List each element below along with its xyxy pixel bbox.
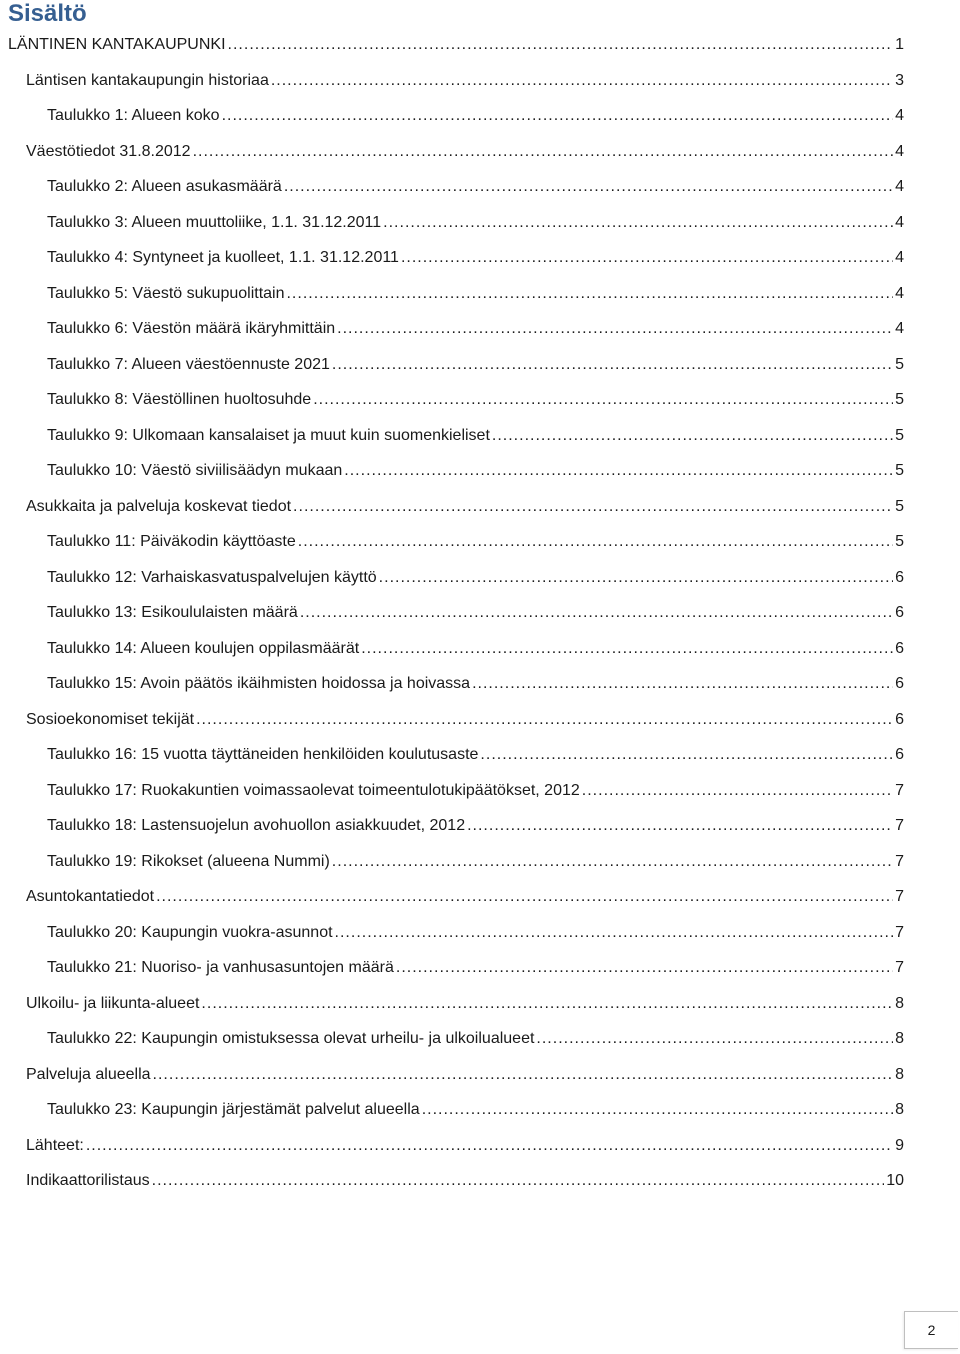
toc-entry-label: Taulukko 4: Syntyneet ja kuolleet, 1.1. 31.12.2011 (47, 249, 399, 266)
toc-entry-label: Taulukko 18: Lastensuojelun avohuollon asiakkuudet, 2012 (47, 817, 466, 834)
toc-entry-label: Taulukko 5: Väestö sukupuolittain (47, 285, 285, 302)
toc-entry-page: 8 (895, 1066, 904, 1083)
toc-entry-page: 7 (895, 888, 904, 905)
toc-entry[interactable] (26, 1170, 904, 1192)
toc-entry-label: Taulukko 3: Alueen muuttoliike, 1.1. 31.12.2011 (47, 214, 382, 231)
toc-dot-leader (156, 886, 893, 908)
toc-entry[interactable] (47, 1099, 904, 1121)
toc-dot-leader (300, 602, 893, 624)
toc-entry-page: 5 (895, 462, 904, 479)
toc-dot-leader (152, 1170, 885, 1192)
toc-entry[interactable] (47, 567, 904, 589)
toc-entry-page: 4 (895, 214, 904, 231)
toc-dot-leader (271, 70, 893, 92)
toc-entry-page: 6 (895, 569, 904, 586)
toc-dot-leader (396, 957, 893, 979)
toc-entry[interactable] (47, 247, 904, 269)
toc-entry[interactable] (47, 531, 904, 553)
toc-dot-leader (480, 744, 893, 766)
toc-entry-page: 8 (895, 1101, 904, 1118)
toc-dot-leader (379, 567, 893, 589)
toc-entry-page: 4 (895, 143, 904, 160)
toc-entry-page: 6 (895, 640, 904, 657)
toc-entry-label: Taulukko 15: Avoin päätös ikäihmisten hoidossa ja hoivassa (47, 675, 471, 692)
toc-entry-page: 5 (895, 533, 904, 550)
toc-entry[interactable] (26, 496, 904, 518)
toc-entry[interactable] (26, 70, 904, 92)
toc-entry-label: Väestötiedot 31.8.2012 (26, 143, 191, 160)
toc-entry[interactable] (26, 1135, 904, 1157)
toc-entry-label: Taulukko 8: Väestöllinen huoltosuhde (47, 391, 312, 408)
toc-dot-leader (582, 780, 893, 802)
toc-dot-leader (201, 993, 893, 1015)
toc-entry[interactable] (47, 425, 904, 447)
toc-dot-leader (467, 815, 893, 837)
toc-entry-page: 4 (895, 178, 904, 195)
toc-entry-label: Taulukko 2: Alueen asukasmäärä (47, 178, 282, 195)
toc-entry-page: 8 (895, 1030, 904, 1047)
toc-dot-leader (422, 1099, 893, 1121)
toc-entry-label: Taulukko 11: Päiväkodin käyttöaste (47, 533, 296, 550)
toc-entry-label: Taulukko 10: Väestö siviilisäädyn mukaan (47, 462, 343, 479)
toc-dot-leader (344, 460, 893, 482)
toc-entry[interactable] (8, 34, 904, 56)
toc-entry-page: 1 (895, 36, 904, 53)
toc-entry-page: 4 (895, 285, 904, 302)
toc-entry[interactable] (47, 283, 904, 305)
toc-entry-label: Taulukko 9: Ulkomaan kansalaiset ja muut kuin suomenkieliset (47, 427, 490, 444)
toc-entry-page: 4 (895, 320, 904, 337)
toc-entry[interactable] (47, 318, 904, 340)
toc-entry-label: Taulukko 12: Varhaiskasvatuspalvelujen käyttö (47, 569, 377, 586)
toc-entry-page: 10 (886, 1172, 904, 1189)
page-number-text: 2 (927, 1322, 936, 1338)
toc-entry[interactable] (47, 602, 904, 624)
toc-entry-page: 7 (895, 959, 904, 976)
toc-entry-label: Taulukko 16: 15 vuotta täyttäneiden henkilöiden koulutusaste (47, 746, 479, 763)
toc-entry[interactable] (26, 993, 904, 1015)
toc-dot-leader (337, 318, 893, 340)
toc-entry-label: Läntisen kantakaupungin historiaa (26, 72, 269, 89)
toc-entry[interactable] (26, 886, 904, 908)
toc-dot-leader (193, 141, 894, 163)
toc-dot-leader (228, 34, 894, 56)
toc-entry-page: 5 (895, 498, 904, 515)
toc-dot-leader (284, 176, 893, 198)
toc-entry[interactable] (47, 744, 904, 766)
toc-dot-leader (335, 922, 894, 944)
toc-entry-label: Taulukko 20: Kaupungin vuokra-asunnot (47, 924, 333, 941)
toc-dot-leader (332, 354, 893, 376)
toc-entry-label: Taulukko 23: Kaupungin järjestämät palvelut alueella (47, 1101, 420, 1118)
toc-entry[interactable] (47, 673, 904, 695)
toc-entry-page: 3 (895, 72, 904, 89)
toc-heading: Sisältö (8, 0, 87, 27)
toc-entry-page: 7 (895, 782, 904, 799)
toc-dot-leader (472, 673, 893, 695)
toc-entry-page: 8 (895, 995, 904, 1012)
toc-entry-label: LÄNTINEN KANTAKAUPUNKI (8, 36, 226, 53)
toc-entry-page: 7 (895, 924, 904, 941)
toc-entry-page: 5 (895, 356, 904, 373)
toc-entry-label: Asukkaita ja palveluja koskevat tiedot (26, 498, 292, 515)
toc-entry[interactable] (47, 815, 904, 837)
toc-dot-leader (361, 638, 893, 660)
toc-dot-leader (313, 389, 893, 411)
toc-entry-label: Taulukko 6: Väestön määrä ikäryhmittäin (47, 320, 336, 337)
toc-entry[interactable] (47, 389, 904, 411)
toc-entry-page: 7 (895, 853, 904, 870)
toc-entry-page: 5 (895, 391, 904, 408)
toc-dot-leader (196, 709, 893, 731)
toc-entry[interactable] (47, 212, 904, 234)
toc-entry-label: Taulukko 1: Alueen koko (47, 107, 220, 124)
toc-entry[interactable] (47, 851, 904, 873)
toc-entry[interactable] (26, 141, 904, 163)
toc-entry-label: Asuntokantatiedot (26, 888, 155, 905)
toc-dot-leader (383, 212, 893, 234)
toc-entry[interactable] (47, 957, 904, 979)
toc-dot-leader (86, 1135, 893, 1157)
toc-entry[interactable] (26, 1064, 904, 1086)
toc-dot-leader (293, 496, 893, 518)
toc-entry-label: Lähteet: (26, 1137, 84, 1154)
toc-entry[interactable] (47, 354, 904, 376)
toc-entry-page: 9 (895, 1137, 904, 1154)
toc-dot-leader (536, 1028, 893, 1050)
toc-entry-label: Ulkoilu- ja liikunta-alueet (26, 995, 200, 1012)
toc-dot-leader (492, 425, 893, 447)
toc-entry[interactable] (47, 638, 904, 660)
toc-entry[interactable] (47, 460, 904, 482)
toc-entry-label: Taulukko 7: Alueen väestöennuste 2021 (47, 356, 330, 373)
toc-dot-leader (401, 247, 893, 269)
toc-entry-page: 6 (895, 604, 904, 621)
toc-entry[interactable] (47, 780, 904, 802)
toc-dot-leader (298, 531, 893, 553)
toc-entry-label: Taulukko 22: Kaupungin omistuksessa olevat urheilu- ja ulkoilualueet (47, 1030, 535, 1047)
toc-entry[interactable] (47, 105, 904, 127)
toc-entry-page: 4 (895, 107, 904, 124)
toc-entry-page: 4 (895, 249, 904, 266)
toc-dot-leader (332, 851, 893, 873)
toc-entry-label: Indikaattorilistaus (26, 1172, 150, 1189)
toc-entry[interactable] (47, 922, 904, 944)
toc-entry[interactable] (47, 176, 904, 198)
toc-entry[interactable] (26, 709, 904, 731)
toc-entry-label: Taulukko 14: Alueen koulujen oppilasmäärät (47, 640, 360, 657)
toc-entry-label: Taulukko 19: Rikokset (alueena Nummi) (47, 853, 330, 870)
toc-entry-label: Taulukko 17: Ruokakuntien voimassaolevat toimeentulotukipäätökset, 2012 (47, 782, 580, 799)
toc-entry-page: 6 (895, 711, 904, 728)
toc-entry-page: 6 (895, 746, 904, 763)
toc-entry-page: 7 (895, 817, 904, 834)
page-number (904, 1311, 958, 1349)
toc-dot-leader (222, 105, 894, 127)
toc-entry[interactable] (47, 1028, 904, 1050)
toc-entry-label: Taulukko 21: Nuoriso- ja vanhusasuntojen määrä (47, 959, 394, 976)
toc-entry-page: 6 (895, 675, 904, 692)
toc-entry-page: 5 (895, 427, 904, 444)
toc-entry-label: Palveluja alueella (26, 1066, 151, 1083)
toc-dot-leader (153, 1064, 894, 1086)
toc-dot-leader (286, 283, 893, 305)
toc-entry-label: Sosioekonomiset tekijät (26, 711, 195, 728)
toc-entry-label: Taulukko 13: Esikoululaisten määrä (47, 604, 298, 621)
